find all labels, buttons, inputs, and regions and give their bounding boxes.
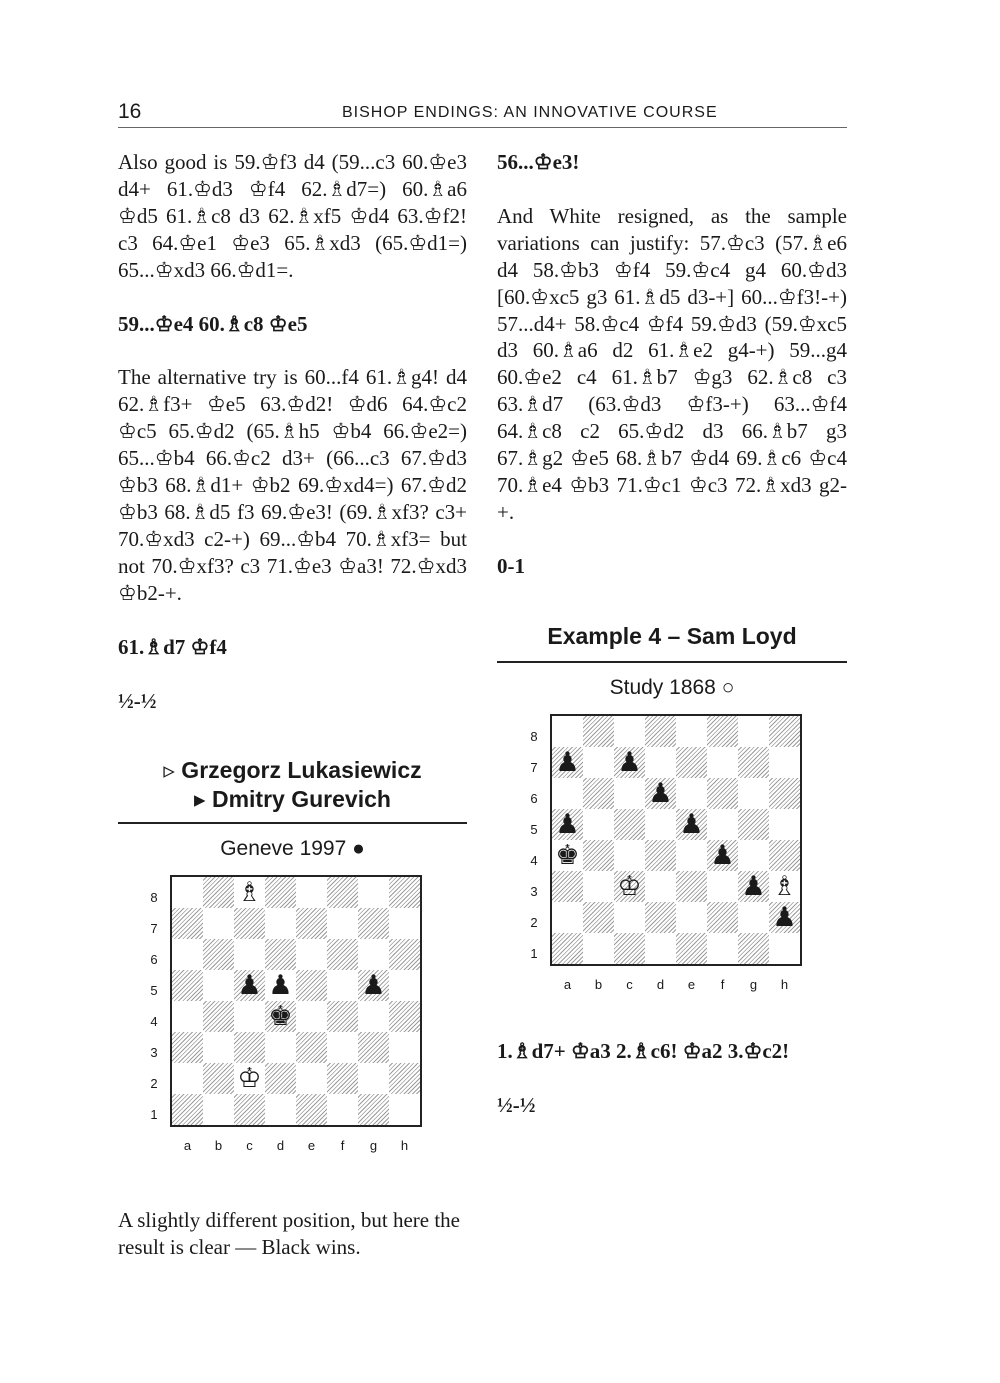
square-g8 [358,877,389,908]
square-e1 [296,1094,327,1125]
black-pawn-icon: ♟ [617,746,642,778]
chess-diagram-loyd [497,702,847,1002]
square-g1 [358,1094,389,1125]
square-c4 [234,1001,265,1032]
right-move-line-2: 1.♗d7+ ♔a3 2.♗c6! ♔a2 3.♔c2! [497,1038,790,1063]
square-g7 [738,747,769,778]
left-move-line-2: 61.♗d7 ♔f4 [118,634,227,659]
square-f6 [707,778,738,809]
square-a3 [552,871,583,902]
file-label: e [687,976,696,992]
square-h7 [389,908,420,939]
square-h1 [769,933,800,964]
square-b7 [583,747,614,778]
chess-diagram-geneve [118,863,467,1193]
file-label: g [369,1138,378,1154]
rank-label: 5 [530,821,538,837]
square-f2 [327,1063,358,1094]
square-d8 [265,877,296,908]
square-a1 [552,933,583,964]
square-a4 [172,1001,203,1032]
square-a2 [552,902,583,933]
rank-label: 5 [150,983,158,999]
file-label: d [276,1138,285,1154]
square-b2 [583,902,614,933]
square-b3 [203,1032,234,1063]
square-f7 [327,908,358,939]
square-f1 [327,1094,358,1125]
square-h3 [389,1032,420,1063]
left-result: ½-½ [118,688,157,713]
square-d2 [265,1063,296,1094]
square-f2 [707,902,738,933]
chess-board-geneve [170,875,422,1127]
header-rule [118,127,847,128]
rank-label: 7 [150,921,158,937]
game-black-player: ▸ Dmitry Gurevich [194,786,391,813]
square-g1 [738,933,769,964]
file-label: d [656,976,665,992]
left-move-line-1: 59...♔e4 60.♗c8 ♔e5 [118,311,308,336]
black-pawn-icon: ♟ [237,970,262,1002]
page-number: 16 [118,100,142,123]
square-d7 [645,747,676,778]
square-f5 [327,970,358,1001]
square-h2 [389,1063,420,1094]
square-b7 [203,908,234,939]
rank-label: 6 [530,790,538,806]
rank-label: 1 [530,945,538,961]
square-c2 [614,902,645,933]
square-g2 [738,902,769,933]
square-e8 [296,877,327,908]
square-b1 [203,1094,234,1125]
square-e4 [676,840,707,871]
rank-label: 7 [530,759,538,775]
right-result-1: 0-1 [497,553,525,578]
square-e3 [676,871,707,902]
file-label: c [246,1138,253,1154]
square-e2 [296,1063,327,1094]
board-caption-geneve: Geneve 1997 ● [220,837,365,861]
rank-label: 8 [530,728,538,744]
square-e8 [676,716,707,747]
black-pawn-icon: ♟ [361,970,386,1002]
right-column [497,149,847,1118]
square-d4 [645,840,676,871]
white-king-icon: ♔ [617,870,642,902]
square-c8 [614,716,645,747]
rank-label: 2 [530,914,538,930]
square-g7 [358,908,389,939]
file-label: e [307,1138,316,1154]
square-c3 [234,1032,265,1063]
square-f8 [327,877,358,908]
square-f8 [707,716,738,747]
square-e7 [676,747,707,778]
square-h7 [769,747,800,778]
square-e4 [296,1001,327,1032]
square-d1 [645,933,676,964]
rank-label: 4 [530,852,538,868]
square-f5 [707,809,738,840]
square-h8 [389,877,420,908]
square-e5 [296,970,327,1001]
square-c6 [614,778,645,809]
square-a6 [552,778,583,809]
square-e1 [676,933,707,964]
file-label: h [780,976,789,992]
square-d7 [265,908,296,939]
square-f3 [707,871,738,902]
square-f4 [327,1001,358,1032]
file-label: c [626,976,633,992]
square-f3 [327,1032,358,1063]
rank-label: 4 [150,1014,158,1030]
file-label: f [340,1138,345,1154]
black-king-icon: ♚ [268,1001,293,1033]
square-g4 [358,1001,389,1032]
square-h8 [769,716,800,747]
square-c1 [234,1094,265,1125]
square-d6 [265,939,296,970]
game-white-player: ▹ Grzegorz Lukasiewicz [163,757,422,784]
square-a6 [172,939,203,970]
square-a3 [172,1032,203,1063]
rank-label: 3 [150,1045,158,1061]
rank-label: 1 [150,1107,158,1123]
file-label: b [214,1138,223,1154]
black-king-icon: ♚ [555,839,580,871]
square-a7 [172,908,203,939]
rank-label: 2 [150,1076,158,1092]
square-a8 [552,716,583,747]
square-g2 [358,1063,389,1094]
square-b8 [583,716,614,747]
running-title: BISHOP ENDINGS: AN INNOVATIVE COURSE [342,104,718,121]
square-e7 [296,908,327,939]
square-h4 [389,1001,420,1032]
rank-label: 8 [150,890,158,906]
black-pawn-icon: ♟ [710,839,735,871]
rank-label: 3 [530,883,538,899]
square-c6 [234,939,265,970]
square-b1 [583,933,614,964]
white-king-icon: ♔ [237,1063,262,1095]
square-c4 [614,840,645,871]
black-pawn-icon: ♟ [741,870,766,902]
square-h4 [769,840,800,871]
left-paragraph-1: Also good is 59.♔f3 d4 (59...c3 60.♔e3 d4+ 61.♔d3 ♔f4 62.♗d7=) 60.♗a6 ♔d5 61.♗c8 d3 62.♗xf5 ♔d4 63.♔f2! c3 64.♔e1 ♔e3 65.♗xd3 (65.♔d1=) 65...♔xd3 66.♔d1=. [118,150,467,282]
board-caption-loyd: Study 1868 ○ [609,675,735,699]
black-pawn-icon: ♟ [555,746,580,778]
square-c7 [234,908,265,939]
left-column [118,149,467,1261]
example-title: Example 4 – Sam Loyd [547,622,797,649]
file-label: f [720,976,725,992]
square-b3 [583,871,614,902]
square-a5 [172,970,203,1001]
square-e2 [676,902,707,933]
square-b2 [203,1063,234,1094]
black-pawn-icon: ♟ [555,808,580,840]
white-bishop-icon: ♗ [772,870,797,902]
square-a2 [172,1063,203,1094]
square-b5 [203,970,234,1001]
left-paragraph-2: The alternative try is 60...f4 61.♗g4! d4 62.♗f3+ ♔e5 63.♔d2! ♔d6 64.♔c2 ♔c5 65.♔d2 (65.♗h5 ♔b4 66.♔e2=) 65...♔b4 66.♔c2 d3+ (66...c3 67.♔d3 ♔b3 68.♗d1+ ♔b2 69.♔xd4=) 67.♔d2 ♔b3 68.♗d5 f3 69.♔e3! (69.♗xf3? c3+ 70.♔xd3 c2-+) 69...♔b4 70.♗xf3= but not 70.♔xf3? c3 71.♔e3 ♔a3! 72.♔xd3 ♔b2-+. [118,365,467,605]
square-h5 [769,809,800,840]
left-paragraph-3: A slightly different position, but here the result is clear — Black wins. [118,1208,460,1260]
square-f7 [707,747,738,778]
file-label: g [749,976,758,992]
square-e3 [296,1032,327,1063]
black-pawn-icon: ♟ [772,901,797,933]
square-g8 [738,716,769,747]
right-result-2: ½-½ [497,1092,536,1117]
square-b8 [203,877,234,908]
square-d5 [645,809,676,840]
square-d8 [645,716,676,747]
rank-label: 6 [150,952,158,968]
file-label: b [594,976,603,992]
square-b4 [583,840,614,871]
square-b4 [203,1001,234,1032]
square-h1 [389,1094,420,1125]
square-h5 [389,970,420,1001]
square-a1 [172,1094,203,1125]
square-e6 [676,778,707,809]
black-pawn-icon: ♟ [679,808,704,840]
square-h6 [769,778,800,809]
square-c1 [614,933,645,964]
square-g5 [738,809,769,840]
square-g6 [358,939,389,970]
square-g6 [738,778,769,809]
square-c5 [614,809,645,840]
square-d3 [645,871,676,902]
black-pawn-icon: ♟ [648,777,673,809]
square-f6 [327,939,358,970]
right-paragraph-1: And White resigned, as the sample variations can justify: 57.♔c3 (57.♗e6 d4 58.♔b3 ♔f4 59.♔c4 g4 60.♔d3 [60.♔xc5 g3 61.♗d5 d3-+] 60...♔f3!-+) 57...d4+ 58.♔c4 ♔f4 59.♔d3 (59.♔xc5 d3 60.♗a6 d2 61.♗e2 g4-+) 59...g4 60.♔e2 c4 61.♗b7 ♔g3 62.♗c8 c3 63.♗d7 (63.♔d3 ♔f3-+) 63...♔f4 64.♗c8 c2 65.♔d2 d3 66.♗b7 g3 67.♗g2 ♔e5 68.♗b7 ♔d4 69.♗c6 ♔c4 70.♗e4 ♔b3 71.♔c1 ♔c3 72.♗xd3 g2-+. [497,203,847,524]
square-d2 [645,902,676,933]
square-d1 [265,1094,296,1125]
white-bishop-icon: ♗ [237,877,262,909]
square-h6 [389,939,420,970]
square-b6 [203,939,234,970]
right-move-line-1: 56...♔e3! [497,150,580,174]
square-g4 [738,840,769,871]
square-g3 [358,1032,389,1063]
square-b5 [583,809,614,840]
file-label: h [400,1138,409,1154]
square-f1 [707,933,738,964]
file-label: a [563,976,572,992]
square-b6 [583,778,614,809]
file-label: a [183,1138,192,1154]
black-pawn-icon: ♟ [268,970,293,1002]
square-e6 [296,939,327,970]
chess-board-loyd [550,714,802,966]
square-a8 [172,877,203,908]
square-d3 [265,1032,296,1063]
